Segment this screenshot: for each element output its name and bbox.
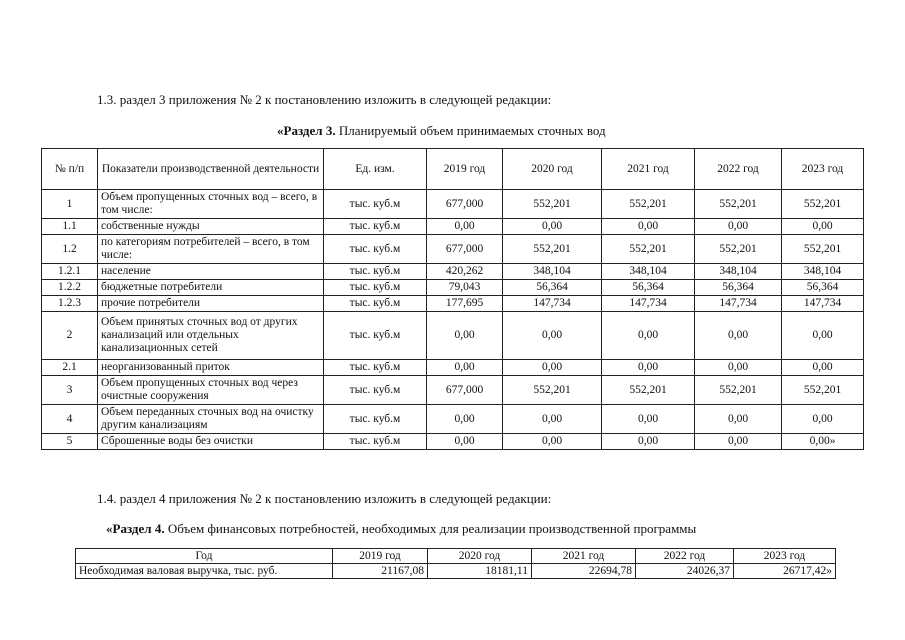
cell-2021: 552,201 bbox=[602, 376, 695, 405]
cell-2023: 26717,42» bbox=[734, 564, 836, 579]
cell-2020: 552,201 bbox=[503, 235, 602, 264]
header-2022: 2022 год bbox=[695, 149, 782, 190]
row-indicator: по категориям потребителей – всего, в том числе: bbox=[98, 235, 324, 264]
header-unit: Ед. изм. bbox=[324, 149, 427, 190]
cell-2023: 552,201 bbox=[782, 190, 864, 219]
cell-2023: 0,00» bbox=[782, 434, 864, 450]
cell-2021: 0,00 bbox=[602, 312, 695, 360]
row-num: 1.2 bbox=[42, 235, 98, 264]
row-num: 3 bbox=[42, 376, 98, 405]
cell-2022: 56,364 bbox=[695, 280, 782, 296]
header-2021: 2021 год bbox=[532, 549, 636, 564]
cell-2023: 147,734 bbox=[782, 296, 864, 312]
cell-2020: 552,201 bbox=[503, 190, 602, 219]
header-2023: 2023 год bbox=[734, 549, 836, 564]
cell-2019: 0,00 bbox=[427, 360, 503, 376]
cell-2020: 348,104 bbox=[503, 264, 602, 280]
financial-needs-table bbox=[75, 548, 836, 579]
cell-2022: 147,734 bbox=[695, 296, 782, 312]
cell-2022: 24026,37 bbox=[636, 564, 734, 579]
cell-2023: 56,364 bbox=[782, 280, 864, 296]
cell-2023: 0,00 bbox=[782, 219, 864, 235]
row-indicator: Сброшенные воды без очистки bbox=[98, 434, 324, 450]
cell-2019: 0,00 bbox=[427, 312, 503, 360]
table-header-row bbox=[76, 549, 836, 564]
cell-2022: 0,00 bbox=[695, 360, 782, 376]
cell-2020: 0,00 bbox=[503, 360, 602, 376]
cell-2021: 22694,78 bbox=[532, 564, 636, 579]
row-unit: тыс. куб.м bbox=[324, 405, 427, 434]
table-row bbox=[42, 360, 864, 376]
cell-2021: 56,364 bbox=[602, 280, 695, 296]
table-row bbox=[42, 264, 864, 280]
wastewater-volume-table bbox=[41, 148, 864, 450]
cell-2023: 348,104 bbox=[782, 264, 864, 280]
section-3-heading bbox=[277, 123, 606, 139]
cell-2021: 348,104 bbox=[602, 264, 695, 280]
cell-2019: 677,000 bbox=[427, 190, 503, 219]
row-unit: тыс. куб.м bbox=[324, 235, 427, 264]
cell-2020: 0,00 bbox=[503, 405, 602, 434]
header-num: № п/п bbox=[42, 149, 98, 190]
row-num: 1.2.1 bbox=[42, 264, 98, 280]
cell-2020: 0,00 bbox=[503, 312, 602, 360]
row-unit: тыс. куб.м bbox=[324, 190, 427, 219]
cell-2021: 552,201 bbox=[602, 190, 695, 219]
cell-2023: 0,00 bbox=[782, 312, 864, 360]
section-4-title: Объем финансовых потребностей, необходимых для реализации производственной программы bbox=[164, 521, 697, 536]
cell-2022: 0,00 bbox=[695, 312, 782, 360]
cell-2023: 0,00 bbox=[782, 405, 864, 434]
cell-2022: 552,201 bbox=[695, 190, 782, 219]
table-row bbox=[42, 296, 864, 312]
row-indicator: собственные нужды bbox=[98, 219, 324, 235]
row-num: 2 bbox=[42, 312, 98, 360]
row-num: 1 bbox=[42, 190, 98, 219]
section-3-title: Планируемый объем принимаемых сточных вод bbox=[335, 123, 606, 138]
cell-2019: 0,00 bbox=[427, 434, 503, 450]
row-unit: тыс. куб.м bbox=[324, 434, 427, 450]
cell-2022: 0,00 bbox=[695, 405, 782, 434]
row-indicator: Объем пропущенных сточных вод через очистные сооружения bbox=[98, 376, 324, 405]
section-4-heading bbox=[106, 521, 696, 537]
row-num: 1.2.3 bbox=[42, 296, 98, 312]
cell-2022: 552,201 bbox=[695, 376, 782, 405]
cell-2021: 147,734 bbox=[602, 296, 695, 312]
cell-2019: 0,00 bbox=[427, 405, 503, 434]
header-2020: 2020 год bbox=[503, 149, 602, 190]
row-unit: тыс. куб.м bbox=[324, 264, 427, 280]
cell-2021: 0,00 bbox=[602, 405, 695, 434]
row-indicator: Объем принятых сточных вод от других канализаций или отдельных канализационных сетей bbox=[98, 312, 324, 360]
cell-2020: 56,364 bbox=[503, 280, 602, 296]
header-indicator: Показатели производственной деятельности bbox=[98, 149, 324, 190]
cell-2020: 147,734 bbox=[503, 296, 602, 312]
cell-2020: 552,201 bbox=[503, 376, 602, 405]
table-header-row bbox=[42, 149, 864, 190]
table-row bbox=[42, 376, 864, 405]
cell-2020: 0,00 bbox=[503, 219, 602, 235]
row-label: Необходимая валовая выручка, тыс. руб. bbox=[76, 564, 333, 579]
section-3-prefix: «Раздел 3. bbox=[277, 123, 336, 138]
row-num: 1.2.2 bbox=[42, 280, 98, 296]
cell-2021: 552,201 bbox=[602, 235, 695, 264]
row-indicator: прочие потребители bbox=[98, 296, 324, 312]
table-row bbox=[42, 219, 864, 235]
row-indicator: бюджетные потребители bbox=[98, 280, 324, 296]
row-indicator: неорганизованный приток bbox=[98, 360, 324, 376]
row-unit: тыс. куб.м bbox=[324, 312, 427, 360]
cell-2019: 677,000 bbox=[427, 235, 503, 264]
header-year: Год bbox=[76, 549, 333, 564]
cell-2019: 79,043 bbox=[427, 280, 503, 296]
cell-2020: 0,00 bbox=[503, 434, 602, 450]
cell-2021: 0,00 bbox=[602, 219, 695, 235]
header-2020: 2020 год bbox=[428, 549, 532, 564]
row-indicator: Объем переданных сточных вод на очистку другим канализациям bbox=[98, 405, 324, 434]
header-2021: 2021 год bbox=[602, 149, 695, 190]
paragraph-1-3: 1.3. раздел 3 приложения № 2 к постановлению изложить в следующей редакции: bbox=[97, 92, 552, 107]
cell-2023: 0,00 bbox=[782, 360, 864, 376]
section-4-prefix: «Раздел 4. bbox=[106, 521, 165, 536]
table-row bbox=[76, 564, 836, 579]
cell-2019: 0,00 bbox=[427, 219, 503, 235]
row-unit: тыс. куб.м bbox=[324, 280, 427, 296]
table-row bbox=[42, 280, 864, 296]
cell-2021: 0,00 bbox=[602, 360, 695, 376]
table-row bbox=[42, 190, 864, 219]
table-row bbox=[42, 235, 864, 264]
row-unit: тыс. куб.м bbox=[324, 219, 427, 235]
cell-2019: 677,000 bbox=[427, 376, 503, 405]
row-num: 5 bbox=[42, 434, 98, 450]
row-unit: тыс. куб.м bbox=[324, 296, 427, 312]
header-2022: 2022 год bbox=[636, 549, 734, 564]
table-row bbox=[42, 434, 864, 450]
row-indicator: Объем пропущенных сточных вод – всего, в том числе: bbox=[98, 190, 324, 219]
cell-2019: 21167,08 bbox=[333, 564, 428, 579]
cell-2023: 552,201 bbox=[782, 376, 864, 405]
cell-2019: 177,695 bbox=[427, 296, 503, 312]
row-indicator: население bbox=[98, 264, 324, 280]
header-2019: 2019 год bbox=[427, 149, 503, 190]
cell-2019: 420,262 bbox=[427, 264, 503, 280]
row-num: 4 bbox=[42, 405, 98, 434]
cell-2022: 0,00 bbox=[695, 434, 782, 450]
row-num: 1.1 bbox=[42, 219, 98, 235]
table-row bbox=[42, 312, 864, 360]
cell-2022: 348,104 bbox=[695, 264, 782, 280]
header-2019: 2019 год bbox=[333, 549, 428, 564]
row-unit: тыс. куб.м bbox=[324, 376, 427, 405]
cell-2022: 0,00 bbox=[695, 219, 782, 235]
row-num: 2.1 bbox=[42, 360, 98, 376]
cell-2020: 18181,11 bbox=[428, 564, 532, 579]
paragraph-1-4: 1.4. раздел 4 приложения № 2 к постановлению изложить в следующей редакции: bbox=[97, 491, 552, 506]
row-unit: тыс. куб.м bbox=[324, 360, 427, 376]
table-row bbox=[42, 405, 864, 434]
cell-2022: 552,201 bbox=[695, 235, 782, 264]
cell-2023: 552,201 bbox=[782, 235, 864, 264]
cell-2021: 0,00 bbox=[602, 434, 695, 450]
header-2023: 2023 год bbox=[782, 149, 864, 190]
